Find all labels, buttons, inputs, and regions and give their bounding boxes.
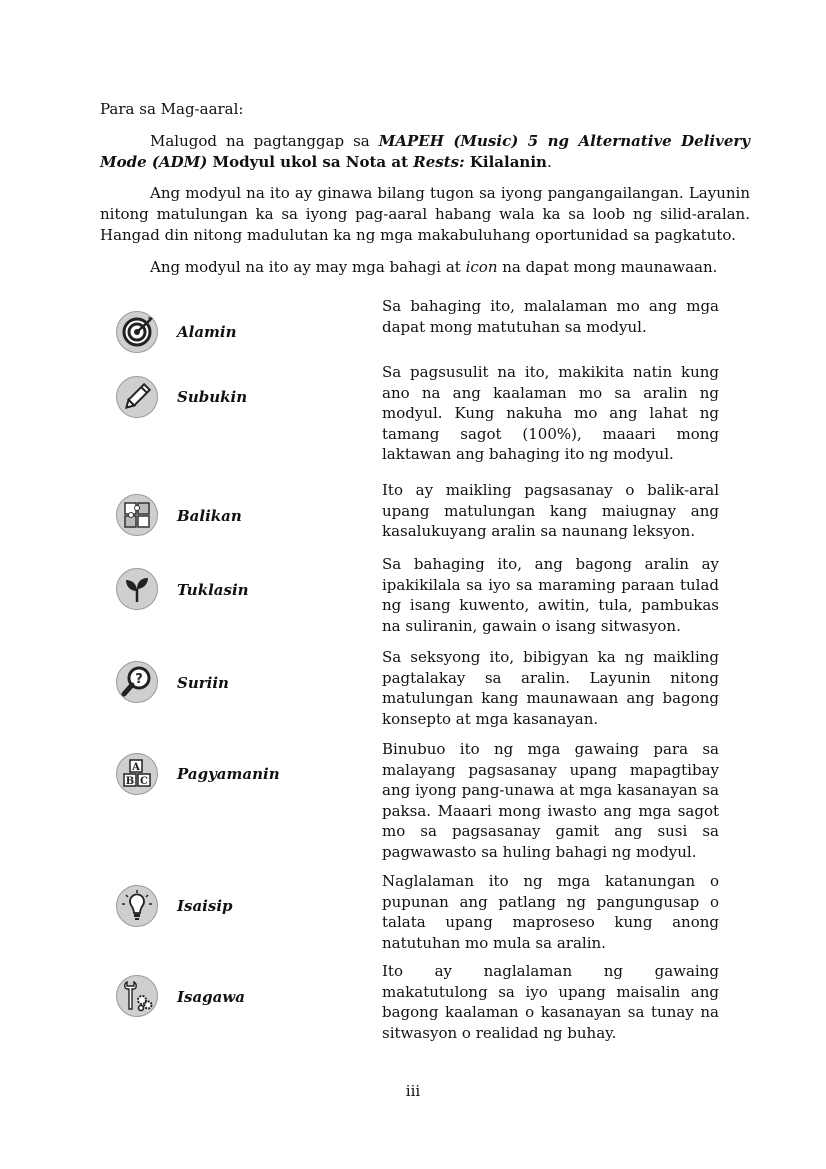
block-letter-b: B [125,776,135,787]
section-description: Binubuo ito ng mga gawaing para sa malayang pagsasanay upang mapagtibay ang iyong pang-unawa at mga kasanayan sa paksa. Maaari mong iwasto ang mga sagot mo sa pagsasanay gamit ang susi sa pagwawasto sa huling bahagi ng modyul. [382,740,719,861]
section-label: Tuklasin [177,581,249,599]
section-description: Ito ay maikling pagsasanay o balik-aral upang matulungan kang maiugnay ang kasalukuyang aralin sa naunang leksyon. [382,481,719,541]
intro-paragraph-2: Ang modyul na ito ay ginawa bilang tugon sa iyong pangangailangan. Layunin nitong matulungan ka sa iyong pag-aaral habang wala ka sa loob ng silid-aralan. Hangad din nitong madulutan ka ng mga makabuluhang oportunidad sa pagkatuto. [100,184,750,244]
sprout-icon [116,568,158,610]
wrench-gears-icon [116,975,158,1017]
section-label: Suriin [177,674,229,692]
period: . [546,153,552,171]
greeting: Para sa Mag-aaral: [100,100,244,118]
module-title-part: Modyul ukol sa Nota at [207,153,414,171]
section-label: Isagawa [177,988,246,1006]
block-letter-c: C [140,776,148,787]
svg-text:?: ? [135,672,143,687]
section-label: Alamin [177,323,237,341]
intro-text: Malugod na pagtanggap sa [150,132,379,150]
target-icon [116,311,158,353]
intro-paragraph-1 [100,131,750,173]
section-label: Subukin [177,388,248,406]
section-description: Sa pagsusulit na ito, makikita natin kung ano na ang kaalaman mo sa aralin ng modyul. Kung nakuha mo ang lahat ng tamang sagot (100%), maaari mong laktawan ang bahaging ito ng modyul. [382,363,719,464]
module-title-end: Kilalanin [464,153,547,171]
intro-paragraph-3 [100,257,750,278]
section-description: Sa bahaging ito, malalaman mo ang mga dapat mong matutuhan sa modyul. [382,297,719,336]
puzzle-icon [116,494,158,536]
section-label: Balikan [177,507,242,525]
lightbulb-icon [116,885,158,927]
intro-text: Ang modyul na ito ay may mga bahagi at [150,258,466,276]
page-number: iii [405,1082,421,1100]
rests-word: Rests: [413,153,465,171]
section-description: Naglalaman ito ng mga katanungan o pupunan ang patlang ng pangungusap o talata upang maproseso kung anong natutuhan mo mula sa aralin. [382,872,719,952]
section-label: Pagyamanin [177,765,280,783]
block-letter-a: A [132,762,140,773]
magnifier-question-icon [116,661,158,703]
abc-blocks-icon [116,753,158,795]
section-label: Isaisip [177,897,233,915]
section-description: Sa seksyong ito, bibigyan ka ng maikling pagtalakay sa aralin. Layunin nitong matulungan kang maunawaan ang bagong konsepto at mga kasanayan. [382,648,719,728]
icon-word: icon [465,258,498,276]
intro-text: na dapat mong maunawaan. [497,258,718,276]
subject-title: MAPEH (Music) 5 ng Alternative Delivery Mode (ADM) [100,132,750,171]
section-description: Ito ay naglalaman ng gawaing makatutulong sa iyo upang maisalin ang bagong kaalaman o kasanayan sa tunay na sitwasyon o realidad ng buhay. [382,962,719,1042]
pencil-icon [116,376,158,418]
section-description: Sa bahaging ito, ang bagong aralin ay ipakikilala sa iyo sa maraming paraan tulad ng isang kuwento, awitin, tula, pambukas na suliranin, gawain o isang sitwasyon. [382,555,719,635]
